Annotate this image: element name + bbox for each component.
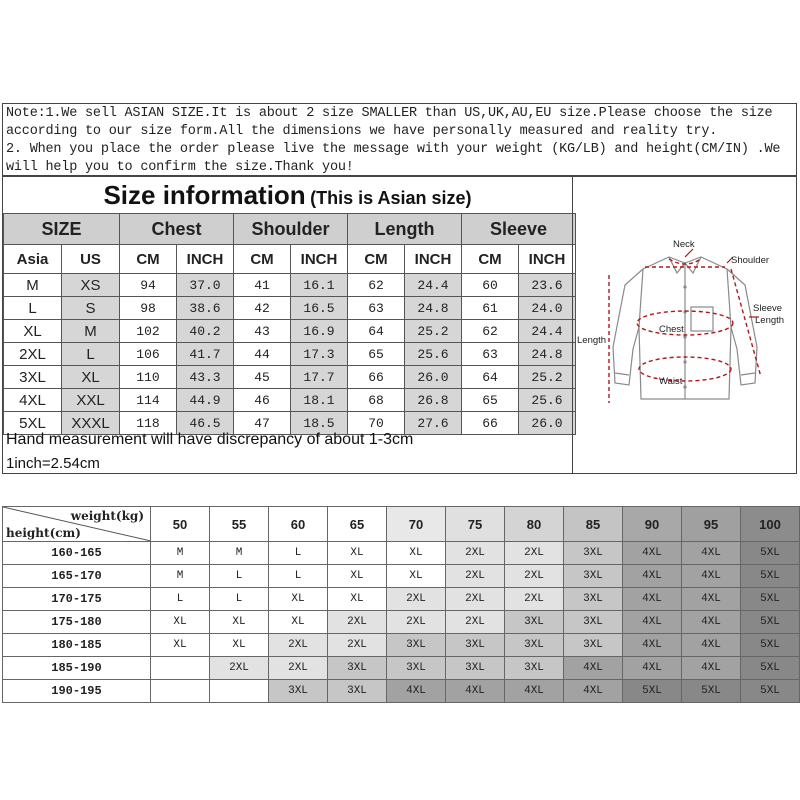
measurement-cell: 38.6 bbox=[177, 297, 234, 320]
size-label-cell: 5XL bbox=[4, 412, 62, 435]
diagram-label-neck: Neck bbox=[673, 239, 695, 250]
recommended-size-cell: 3XL bbox=[328, 680, 387, 703]
recommended-size-cell bbox=[151, 657, 210, 680]
sub-header-cell: CM bbox=[234, 245, 291, 274]
recommended-size-cell: 5XL bbox=[741, 588, 800, 611]
recommended-size-cell: 4XL bbox=[623, 542, 682, 565]
measurement-cell: 24.8 bbox=[519, 343, 576, 366]
weight-header-cell: 80 bbox=[505, 507, 564, 542]
recommended-size-cell: 3XL bbox=[505, 634, 564, 657]
weight-height-corner bbox=[3, 507, 151, 542]
measurement-cell: 63 bbox=[462, 343, 519, 366]
recommended-size-cell: 5XL bbox=[741, 542, 800, 565]
size-row bbox=[4, 297, 576, 320]
measurement-cell: 47 bbox=[234, 412, 291, 435]
recommended-size-cell: 5XL bbox=[741, 611, 800, 634]
diagram-label-sleeve-1: Sleeve bbox=[753, 303, 783, 314]
group-header-chest: Chest bbox=[120, 214, 234, 245]
height-cell: 175-180 bbox=[3, 611, 151, 634]
size-label-cell: L bbox=[62, 343, 120, 366]
recommended-size-cell: 2XL bbox=[446, 565, 505, 588]
note-line: according to our size form.All the dimensions we have personally measured and reality try. bbox=[6, 124, 718, 139]
recommended-size-cell: 4XL bbox=[682, 588, 741, 611]
measurement-cell: 60 bbox=[462, 274, 519, 297]
recommended-size-cell: 4XL bbox=[682, 565, 741, 588]
recommended-size-cell: 4XL bbox=[623, 634, 682, 657]
size-table-sub-header bbox=[4, 245, 576, 274]
recommended-size-cell: 4XL bbox=[623, 657, 682, 680]
recommended-size-cell: 2XL bbox=[328, 611, 387, 634]
sub-header-cell: INCH bbox=[291, 245, 348, 274]
recommended-size-cell: 4XL bbox=[446, 680, 505, 703]
recommended-size-cell: 2XL bbox=[446, 611, 505, 634]
recommended-size-cell: 4XL bbox=[682, 634, 741, 657]
sub-header-cell: US bbox=[62, 245, 120, 274]
recommended-size-cell: L bbox=[151, 588, 210, 611]
recommended-size-cell: XL bbox=[210, 634, 269, 657]
recommended-size-cell: 2XL bbox=[387, 588, 446, 611]
height-cell: 190-195 bbox=[3, 680, 151, 703]
measurement-cell: 16.1 bbox=[291, 274, 348, 297]
recommended-size-cell: 3XL bbox=[446, 634, 505, 657]
measurement-cell: 24.0 bbox=[519, 297, 576, 320]
measurement-cell: 17.3 bbox=[291, 343, 348, 366]
size-label-cell: XXXL bbox=[62, 412, 120, 435]
height-cell: 170-175 bbox=[3, 588, 151, 611]
recommended-size-cell: 2XL bbox=[269, 657, 328, 680]
weight-header-cell: 100 bbox=[741, 507, 800, 542]
measurement-cell: 16.5 bbox=[291, 297, 348, 320]
recommended-size-cell: 3XL bbox=[564, 634, 623, 657]
note-line: 2. When you place the order please live the message with your weight (KG/LB) and height(CM/IN) .We bbox=[6, 142, 781, 157]
measurement-cell: 118 bbox=[120, 412, 177, 435]
recommended-size-cell: L bbox=[269, 542, 328, 565]
recommended-size-cell: 3XL bbox=[446, 657, 505, 680]
recommended-size-cell: 3XL bbox=[564, 542, 623, 565]
recommended-size-cell: 4XL bbox=[623, 588, 682, 611]
recommended-size-cell: 2XL bbox=[328, 634, 387, 657]
weight-header-cell: 95 bbox=[682, 507, 741, 542]
height-cell: 180-185 bbox=[3, 634, 151, 657]
weight-header-row bbox=[3, 507, 800, 542]
recommended-size-cell bbox=[151, 680, 210, 703]
inch-conversion-note: 1inch=2.54cm bbox=[6, 455, 100, 472]
weight-header-cell: 50 bbox=[151, 507, 210, 542]
measurement-cell: 25.6 bbox=[405, 343, 462, 366]
recommended-size-cell: 2XL bbox=[446, 588, 505, 611]
size-label-cell: XXL bbox=[62, 389, 120, 412]
recommended-size-cell: 4XL bbox=[623, 611, 682, 634]
recommended-size-cell: 3XL bbox=[505, 657, 564, 680]
group-header-shoulder: Shoulder bbox=[234, 214, 348, 245]
weight-header-cell: 70 bbox=[387, 507, 446, 542]
group-header-sleeve: Sleeve bbox=[462, 214, 576, 245]
sub-header-cell: INCH bbox=[519, 245, 576, 274]
size-label-cell: S bbox=[62, 297, 120, 320]
height-cell: 185-190 bbox=[3, 657, 151, 680]
recommended-size-cell: XL bbox=[328, 588, 387, 611]
measurement-cell: 63 bbox=[348, 297, 405, 320]
shirt-measurement-icon bbox=[573, 177, 797, 473]
note-line: Note:1.We sell ASIAN SIZE.It is about 2 size SMALLER than US,UK,AU,EU size.Please choose the size bbox=[6, 106, 773, 121]
size-label-cell: 2XL bbox=[4, 343, 62, 366]
measurement-cell: 110 bbox=[120, 366, 177, 389]
corner-weight-label: weight(kg) bbox=[70, 509, 144, 523]
recommended-size-cell: L bbox=[269, 565, 328, 588]
height-cell: 165-170 bbox=[3, 565, 151, 588]
recommended-size-cell: 5XL bbox=[741, 680, 800, 703]
recommended-size-cell: 4XL bbox=[682, 657, 741, 680]
recommended-size-cell: M bbox=[151, 542, 210, 565]
measurement-cell: 25.6 bbox=[519, 389, 576, 412]
measurement-cell: 46 bbox=[234, 389, 291, 412]
recommended-size-cell: 5XL bbox=[741, 634, 800, 657]
recommended-size-cell: 3XL bbox=[564, 588, 623, 611]
sub-header-cell: INCH bbox=[177, 245, 234, 274]
sub-header-cell: CM bbox=[348, 245, 405, 274]
sub-header-cell: CM bbox=[120, 245, 177, 274]
note-line: will help you to confirm the size.Thank you! bbox=[6, 160, 354, 175]
recommended-size-cell: 2XL bbox=[505, 588, 564, 611]
recommended-size-cell: L bbox=[210, 565, 269, 588]
size-information-section bbox=[2, 176, 797, 474]
size-row bbox=[4, 274, 576, 297]
weight-height-table bbox=[2, 506, 800, 703]
measurement-cell: 16.9 bbox=[291, 320, 348, 343]
size-title-sub: (This is Asian size) bbox=[310, 188, 472, 208]
recommended-size-cell: XL bbox=[328, 565, 387, 588]
recommended-size-cell: 5XL bbox=[741, 657, 800, 680]
measurement-cell: 68 bbox=[348, 389, 405, 412]
group-header-size: SIZE bbox=[4, 214, 120, 245]
size-row bbox=[4, 343, 576, 366]
recommended-size-cell: L bbox=[210, 588, 269, 611]
measurement-cell: 61 bbox=[462, 297, 519, 320]
recommended-size-cell: 4XL bbox=[505, 680, 564, 703]
measurement-cell: 102 bbox=[120, 320, 177, 343]
measurement-discrepancy-note: Hand measurement will have discrepancy of about 1-3cm bbox=[6, 431, 414, 448]
measurement-cell: 62 bbox=[348, 274, 405, 297]
sub-header-cell: INCH bbox=[405, 245, 462, 274]
measurement-cell: 24.4 bbox=[405, 274, 462, 297]
recommended-size-cell: XL bbox=[269, 588, 328, 611]
height-row bbox=[3, 588, 800, 611]
diagram-label-sleeve-2: Length bbox=[755, 315, 785, 326]
recommended-size-cell: 3XL bbox=[387, 657, 446, 680]
recommended-size-cell: 3XL bbox=[387, 634, 446, 657]
recommended-size-cell: XL bbox=[151, 611, 210, 634]
measurement-cell: 62 bbox=[462, 320, 519, 343]
height-row bbox=[3, 634, 800, 657]
size-label-cell: XL bbox=[4, 320, 62, 343]
height-row bbox=[3, 565, 800, 588]
recommended-size-cell: 3XL bbox=[269, 680, 328, 703]
recommended-size-cell: XL bbox=[269, 611, 328, 634]
diagram-label-shoulder: Shoulder bbox=[731, 255, 770, 266]
recommended-size-cell: 4XL bbox=[564, 657, 623, 680]
size-label-cell: 4XL bbox=[4, 389, 62, 412]
measurement-cell: 26.0 bbox=[519, 412, 576, 435]
size-label-cell: L bbox=[4, 297, 62, 320]
measurement-cell: 25.2 bbox=[519, 366, 576, 389]
recommended-size-cell: 4XL bbox=[564, 680, 623, 703]
size-table bbox=[3, 213, 576, 435]
recommended-size-cell: 4XL bbox=[623, 565, 682, 588]
size-label-cell: XS bbox=[62, 274, 120, 297]
recommended-size-cell: 5XL bbox=[682, 680, 741, 703]
size-table-body bbox=[4, 274, 576, 435]
recommended-size-cell: 4XL bbox=[682, 542, 741, 565]
size-label-cell: XL bbox=[62, 366, 120, 389]
sub-header-cell: Asia bbox=[4, 245, 62, 274]
recommended-size-cell: 3XL bbox=[505, 611, 564, 634]
height-row bbox=[3, 611, 800, 634]
recommended-size-cell: 2XL bbox=[505, 542, 564, 565]
measurement-cell: 41 bbox=[234, 274, 291, 297]
recommended-size-cell: M bbox=[151, 565, 210, 588]
size-table-group-header bbox=[4, 214, 576, 245]
diagram-label-waist: Waist bbox=[659, 376, 683, 387]
recommended-size-cell: 3XL bbox=[564, 565, 623, 588]
measurement-cell: 45 bbox=[234, 366, 291, 389]
measurement-cell: 23.6 bbox=[519, 274, 576, 297]
diagram-label-chest: Chest bbox=[659, 324, 684, 335]
recommended-size-cell: 4XL bbox=[387, 680, 446, 703]
size-label-cell: M bbox=[62, 320, 120, 343]
recommended-size-cell: XL bbox=[387, 565, 446, 588]
recommended-size-cell: M bbox=[210, 542, 269, 565]
recommended-size-cell: 5XL bbox=[741, 565, 800, 588]
measurement-cell: 70 bbox=[348, 412, 405, 435]
measurement-cell: 44 bbox=[234, 343, 291, 366]
weight-height-body bbox=[3, 542, 800, 703]
measurement-cell: 98 bbox=[120, 297, 177, 320]
height-row bbox=[3, 657, 800, 680]
measurement-cell: 44.9 bbox=[177, 389, 234, 412]
measurement-cell: 64 bbox=[462, 366, 519, 389]
corner-height-label: height(cm) bbox=[6, 526, 81, 540]
weight-header-cell: 65 bbox=[328, 507, 387, 542]
measurement-cell: 65 bbox=[348, 343, 405, 366]
measurement-cell: 43 bbox=[234, 320, 291, 343]
measurement-cell: 18.1 bbox=[291, 389, 348, 412]
measurement-cell: 24.8 bbox=[405, 297, 462, 320]
measurement-cell: 43.3 bbox=[177, 366, 234, 389]
recommended-size-cell: 2XL bbox=[269, 634, 328, 657]
recommended-size-cell: 2XL bbox=[210, 657, 269, 680]
recommended-size-cell: 2XL bbox=[446, 542, 505, 565]
measurement-cell: 66 bbox=[462, 412, 519, 435]
measurement-diagram bbox=[572, 177, 797, 473]
size-row bbox=[4, 389, 576, 412]
size-title-main: Size information bbox=[103, 180, 306, 210]
recommended-size-cell: XL bbox=[210, 611, 269, 634]
measurement-cell: 26.0 bbox=[405, 366, 462, 389]
size-label-cell: M bbox=[4, 274, 62, 297]
size-row bbox=[4, 320, 576, 343]
recommended-size-cell: XL bbox=[387, 542, 446, 565]
size-label-cell: 3XL bbox=[4, 366, 62, 389]
recommended-size-cell: 5XL bbox=[623, 680, 682, 703]
measurement-cell: 17.7 bbox=[291, 366, 348, 389]
recommended-size-cell: 3XL bbox=[328, 657, 387, 680]
measurement-cell: 66 bbox=[348, 366, 405, 389]
measurement-cell: 18.5 bbox=[291, 412, 348, 435]
recommended-size-cell: 2XL bbox=[505, 565, 564, 588]
weight-header-cell: 60 bbox=[269, 507, 328, 542]
measurement-cell: 41.7 bbox=[177, 343, 234, 366]
measurement-cell: 46.5 bbox=[177, 412, 234, 435]
measurement-cell: 65 bbox=[462, 389, 519, 412]
size-row bbox=[4, 366, 576, 389]
measurement-cell: 114 bbox=[120, 389, 177, 412]
measurement-cell: 106 bbox=[120, 343, 177, 366]
size-title bbox=[3, 177, 572, 213]
recommended-size-cell: 2XL bbox=[387, 611, 446, 634]
weight-header-cell: 55 bbox=[210, 507, 269, 542]
measurement-cell: 42 bbox=[234, 297, 291, 320]
measurement-cell: 25.2 bbox=[405, 320, 462, 343]
weight-header-cell: 75 bbox=[446, 507, 505, 542]
height-cell: 160-165 bbox=[3, 542, 151, 565]
measurement-cell: 64 bbox=[348, 320, 405, 343]
diagram-label-length: Length bbox=[577, 335, 607, 346]
recommended-size-cell: XL bbox=[151, 634, 210, 657]
recommended-size-cell: 4XL bbox=[682, 611, 741, 634]
group-header-length: Length bbox=[348, 214, 462, 245]
recommended-size-cell: 3XL bbox=[564, 611, 623, 634]
measurement-cell: 27.6 bbox=[405, 412, 462, 435]
weight-header-cell: 90 bbox=[623, 507, 682, 542]
size-note bbox=[2, 103, 797, 176]
measurement-cell: 37.0 bbox=[177, 274, 234, 297]
height-row bbox=[3, 542, 800, 565]
measurement-cell: 40.2 bbox=[177, 320, 234, 343]
recommended-size-cell: XL bbox=[328, 542, 387, 565]
recommended-size-cell bbox=[210, 680, 269, 703]
height-row bbox=[3, 680, 800, 703]
sub-header-cell: CM bbox=[462, 245, 519, 274]
measurement-cell: 94 bbox=[120, 274, 177, 297]
weight-header-cell: 85 bbox=[564, 507, 623, 542]
measurement-cell: 26.8 bbox=[405, 389, 462, 412]
measurement-cell: 24.4 bbox=[519, 320, 576, 343]
